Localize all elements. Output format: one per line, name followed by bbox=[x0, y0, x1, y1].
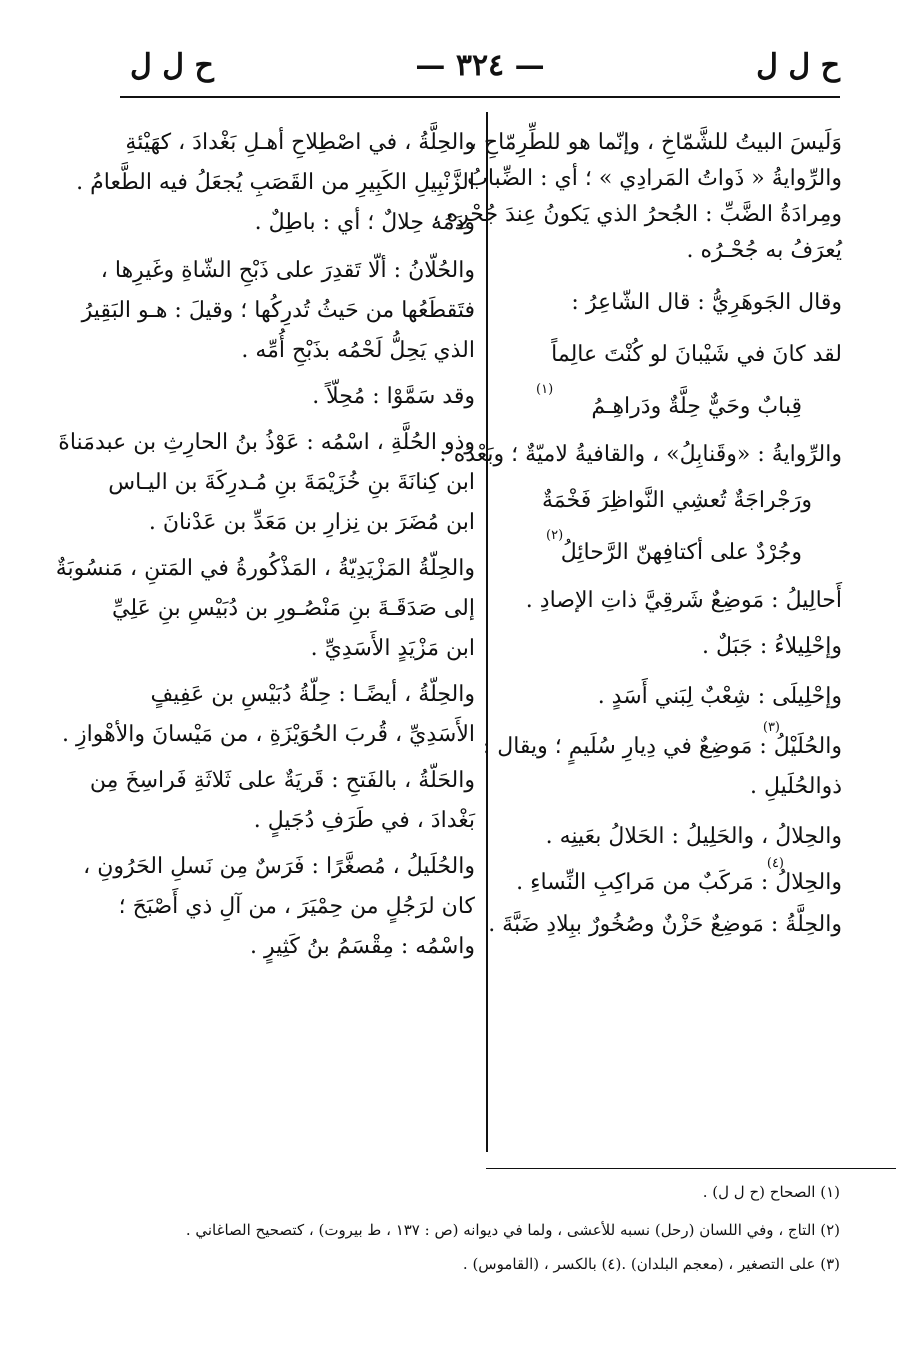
header-rule bbox=[120, 96, 840, 98]
text-line: والحُلَيلُ ، مُصغَّرًا : فَرَسٌ مِن نَسلِ الحَرُونِ ، bbox=[83, 854, 475, 879]
text-line: ذوالحُلَيلِ . bbox=[749, 774, 842, 799]
text-line: واسْمُه : مِقْسَمُ بنُ كَثِيرٍ . bbox=[250, 934, 475, 959]
text-line: والحُلّانُ : ألّا تَقدِرَ على ذَبْحِ الشّاةِ وغَيرِها ، bbox=[100, 258, 475, 283]
verse-line: وجُرْدٌ على أكتافِهنّ الرَّحائِلُ bbox=[560, 540, 802, 565]
left-column bbox=[55, 130, 475, 960]
text-line: وذو الحُلَّةِ ، اسْمُه : عَوْذُ بنُ الحارِثِ بن عبدمَناةَ bbox=[58, 430, 475, 455]
text-line: وقد سَمَّوْا : مُحِلّاً . bbox=[312, 384, 475, 409]
page-header bbox=[120, 48, 840, 98]
text-line: ابن مُضَرَ بن نِزارِ بن مَعَدِّ بن عَدْنانَ . bbox=[148, 510, 475, 535]
text-line: وإحْلِيلاءُ : جَبَلٌ . bbox=[701, 634, 842, 659]
right-column bbox=[432, 130, 842, 938]
text-line: ودَمُه حِلالٌ ؛ أي : باطِلٌ . bbox=[254, 210, 475, 235]
header-root-right: ح ل ل bbox=[756, 48, 840, 83]
footnote-4: (٤) بالكسر ، (القاموس) . bbox=[462, 1255, 622, 1273]
text-line: والرِّوايةُ : «وقَنابِلُ» ، والقافيةُ لاميّةٌ ؛ وبَعْدَه : bbox=[439, 442, 842, 467]
footnote-3: (٣) على التصغير ، (معجم البلدان) . bbox=[621, 1255, 840, 1273]
footnote-row bbox=[140, 1254, 840, 1274]
text-line: والحَلّةُ ، بالفَتحِ : قَريَةٌ على ثَلاثَةِ فَراسِخَ مِن bbox=[89, 768, 475, 793]
text-line: والحِلّةُ المَزْيَدِيّةُ ، المَذْكُورةُ في المَتنِ ، مَنسُوبَةٌ bbox=[55, 556, 475, 581]
text-line: والحِلالُ : مَركَبٌ من مَراكِبِ النِّساءِ . bbox=[516, 870, 842, 895]
text-line: والحِلّةُ ، أيضًـا : حِلّةُ دُبَيْسِ بن عَفِيفٍ bbox=[150, 682, 475, 707]
header-root-left: ح ل ل bbox=[130, 48, 214, 83]
page-number: — ٣٢٤ — bbox=[415, 48, 545, 83]
text-line: إلى صَدَقَـةَ بنِ مَنْصُـورِ بن دُبَيْسِ بنِ عَلِيِّ bbox=[112, 596, 475, 621]
text-line: بَغْدادَ ، في طَرَفِ دُجَيلٍ . bbox=[253, 808, 475, 833]
text-line: الذي يَحِلُّ لَحْمُه بذَبْحِ أُمِّه . bbox=[241, 338, 475, 363]
column-divider bbox=[486, 112, 488, 1152]
verse-with-footnote bbox=[506, 528, 842, 566]
verse-with-footnote bbox=[506, 382, 842, 420]
footnote-2: (٢) التاج ، وفي اللسان (رحل) نسبه للأعشى ، ولما في ديوانه (ص : ١٣٧ ، ط بيروت) ، كتصحيح الصاغاني . bbox=[185, 1221, 840, 1239]
footnote-mark: (٣) bbox=[762, 720, 780, 735]
text-line: الأَسَدِيِّ ، قُربَ الحُوَيْزَةِ ، من مَيْسانَ والأهْوازِ . bbox=[62, 722, 475, 747]
verse-line: ورَجْراجَةٌ تُعشِي النَّواظِرَ فَخْمَةٌ bbox=[542, 488, 812, 513]
text-line: وقال الجَوهَرِيُّ : قال الشّاعِرُ : bbox=[571, 290, 842, 315]
text-line: والرِّوايةُ « ذَواتُ المَرادِي » ؛ أي : الضِّبابُ . bbox=[453, 166, 842, 191]
text-line: والحِلَّةُ : مَوضِعٌ حَزْنٌ وصُخُورٌ ببِلادِ ضَبَّةَ . bbox=[488, 912, 842, 937]
text-line: الزَّنْبِيلِ الكَبِيرِ من القَصَبِ يُجعَلُ فيه الطَّعامُ . bbox=[76, 170, 475, 195]
footnote-mark: (٤) bbox=[766, 856, 784, 871]
footnote-rule bbox=[486, 1168, 896, 1169]
text-line: ومِرادَةُ الضَّبِّ : الجُحرُ الذي يَكونُ عِندَ جُحْرِه ، bbox=[432, 202, 842, 227]
line-with-footnote bbox=[482, 720, 842, 760]
text-line: والحِلالُ ، والحَلِيلُ : الحَلالُ بعَينِه . bbox=[545, 824, 842, 849]
text-line: ابن كِنانَةَ بنِ خُزَيْمَةَ بنِ مُـدرِكَةَ بن اليـاس bbox=[108, 470, 475, 495]
text-line: فتَقطَعُها من حَيثُ تُدرِكُها ؛ وقيلَ : هـو البَقِيرُ bbox=[81, 298, 475, 323]
text-line: أَحالِيلُ : مَوضِعٌ شَرقِيَّ ذاتِ الإصادِ . bbox=[525, 588, 842, 613]
text-line: يُعرَفُ به جُحْـرُه . bbox=[686, 238, 842, 263]
footnote-mark: (١) bbox=[536, 382, 554, 397]
verse-line: قِبابٌ وحَيٌّ حِلَّةٌ ودَراهِـمُ bbox=[591, 394, 802, 419]
text-line: والحُلَيْلُ : مَوضِعٌ في دِيارِ سُلَيمٍ ؛ ويقال : bbox=[482, 734, 842, 759]
verse-line: لقد كانَ في شَيْبانَ لو كُنْتَ عالِماً bbox=[551, 342, 842, 367]
line-with-footnote bbox=[506, 856, 842, 896]
text-line: وإحْلِيلَى : شِعْبٌ لِبَني أَسَدٍ . bbox=[597, 684, 842, 709]
text-line: وَلَيسَ البيتُ للشَّمّاخِ ، وإنّما هو للطِّرِمّاحِ ، bbox=[469, 130, 842, 155]
text-line: والحِلَّةُ ، في اصْطِلاحِ أهـلِ بَغْدادَ ، كهَيْئةِ bbox=[125, 130, 475, 155]
footnote-mark: (٢) bbox=[546, 528, 564, 543]
text-line: ابن مَزْيَدٍ الأَسَدِيِّ . bbox=[310, 636, 475, 661]
text-line: كان لرَجُلٍ من حِمْيَرَ ، من آلِ ذي أَصْبَحَ ؛ bbox=[118, 894, 475, 919]
footnote-1: (١) الصحاح (ح ل ل) . bbox=[702, 1183, 840, 1201]
